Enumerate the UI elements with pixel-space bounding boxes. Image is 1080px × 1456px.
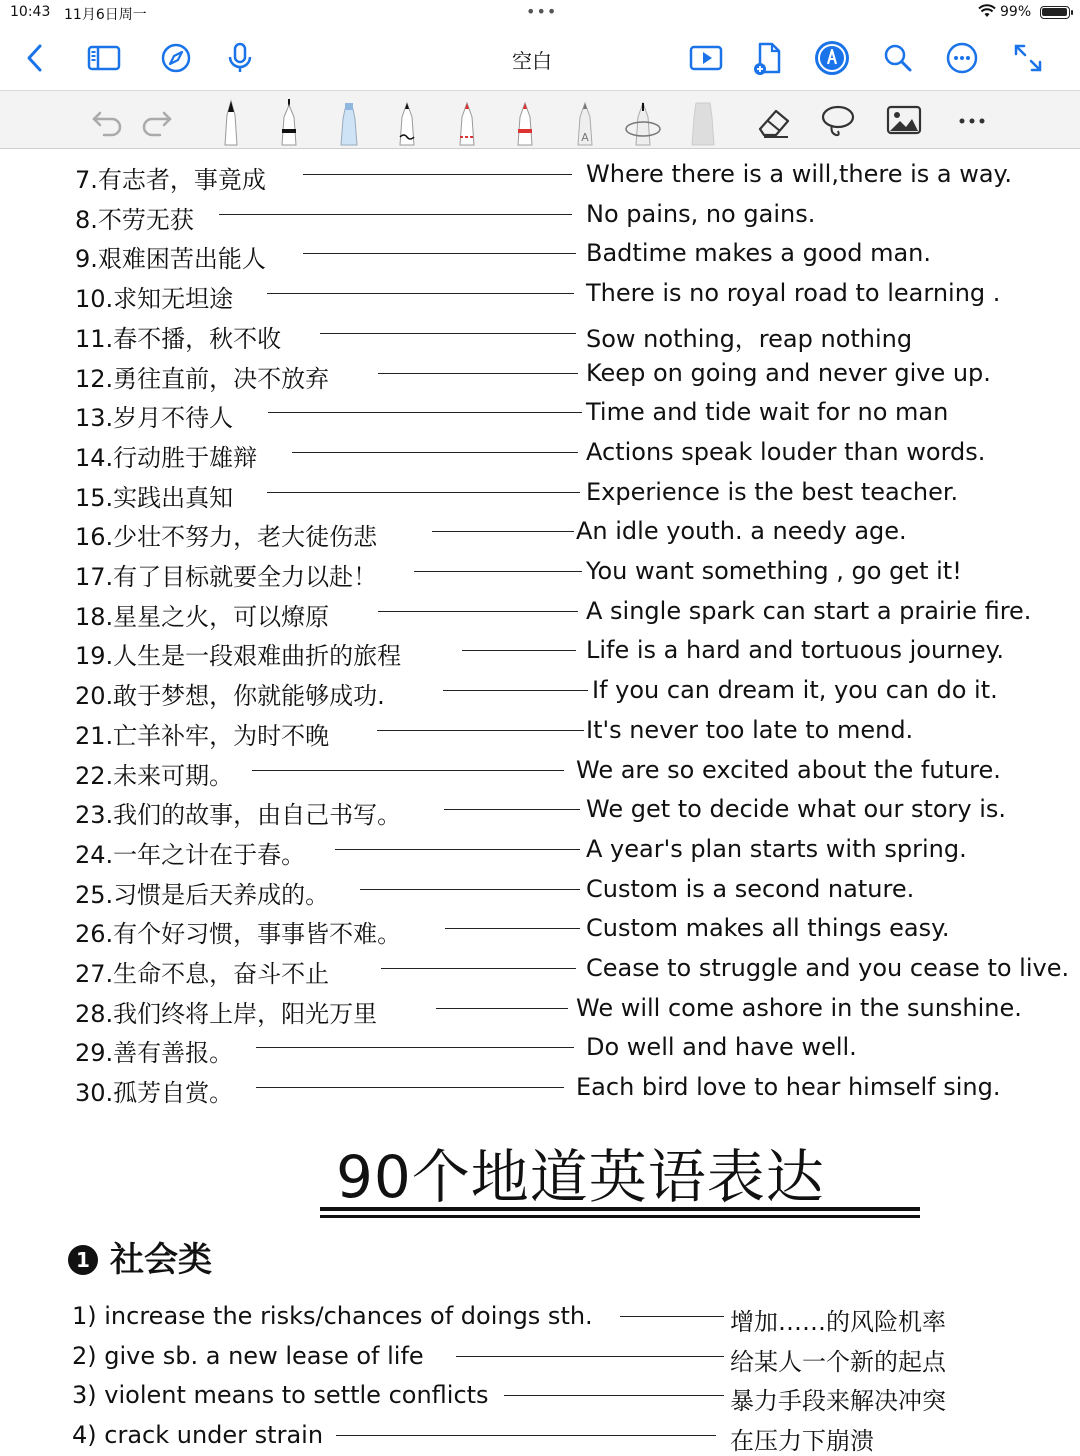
proverb-chinese: 30.孤芳自赏。 bbox=[75, 1079, 234, 1108]
add-page-icon[interactable] bbox=[750, 40, 786, 76]
proverb-row bbox=[0, 434, 1080, 472]
red-marker-icon[interactable] bbox=[512, 99, 538, 143]
proverb-chinese: 28.我们终将上岸，阳光万里 bbox=[75, 999, 378, 1028]
proverb-chinese: 27.生命不息，奋斗不止 bbox=[75, 960, 330, 988]
proverb-english: No pains, no gains. bbox=[586, 199, 816, 228]
proverb-chinese: 8.不劳无获 bbox=[75, 205, 194, 234]
page-heading: 90个地道英语表达 bbox=[336, 1143, 825, 1211]
text-tool-icon[interactable] bbox=[572, 99, 598, 143]
expression-chinese: 暴力手段来解决冲突 bbox=[730, 1387, 946, 1416]
proverb-english: Do well and have well. bbox=[586, 1033, 857, 1062]
proverb-row bbox=[0, 910, 1080, 948]
connector-line bbox=[378, 611, 578, 612]
connector-line bbox=[381, 968, 576, 969]
eraser-icon[interactable] bbox=[754, 99, 794, 143]
expression-chinese: 在压力下崩溃 bbox=[730, 1427, 874, 1456]
compass-icon[interactable] bbox=[158, 40, 194, 76]
connector-line bbox=[268, 412, 582, 413]
connector-line bbox=[256, 1047, 574, 1048]
connector-line bbox=[414, 571, 582, 572]
proverb-english: A single spark can start a prairie fire. bbox=[586, 596, 1032, 625]
proverb-english: Where there is a will,there is a way. bbox=[586, 160, 1012, 188]
connector-line bbox=[436, 1008, 568, 1009]
proverb-chinese: 10.求知无坦途 bbox=[75, 285, 234, 314]
shape-tool-icon[interactable] bbox=[688, 99, 718, 143]
proverb-english: Time and tide wait for no man bbox=[586, 398, 949, 427]
microphone-icon[interactable] bbox=[222, 40, 258, 76]
redo-icon[interactable] bbox=[140, 99, 174, 143]
expression-row bbox=[0, 1338, 1080, 1376]
svg-text:A: A bbox=[581, 131, 589, 144]
document-title: 空白 bbox=[512, 49, 552, 73]
fountain-pen-icon[interactable] bbox=[218, 99, 244, 143]
proverb-chinese: 17.有了目标就要全力以赴！ bbox=[75, 563, 378, 591]
connector-line bbox=[444, 809, 580, 810]
proverb-chinese: 29.善有善报。 bbox=[75, 1039, 234, 1068]
red-pen-icon[interactable] bbox=[454, 99, 480, 143]
section-heading bbox=[68, 1232, 212, 1281]
proverb-row bbox=[0, 275, 1080, 313]
connector-line bbox=[378, 373, 578, 374]
proverb-english: Each bird love to hear himself sing. bbox=[576, 1073, 1001, 1102]
proverb-chinese: 24.一年之计在于春。 bbox=[75, 840, 306, 869]
proverb-row bbox=[0, 871, 1080, 909]
proverb-english: We are so excited about the future. bbox=[576, 755, 1001, 784]
proverb-english: A year's plan starts with spring. bbox=[586, 834, 967, 863]
proverb-english: Custom is a second nature. bbox=[586, 874, 915, 903]
proverb-row bbox=[0, 1069, 1080, 1107]
proverb-row bbox=[0, 752, 1080, 790]
proverb-english: Custom makes all things easy. bbox=[586, 914, 950, 943]
connector-line bbox=[456, 1356, 724, 1357]
status-date: 11月6日周一 bbox=[64, 7, 147, 23]
proverb-chinese: 12.勇往直前，决不放弃 bbox=[75, 364, 330, 393]
expression-english: 3) violent means to settle conflicts bbox=[72, 1381, 489, 1410]
lasso-icon[interactable] bbox=[818, 99, 858, 143]
undo-icon[interactable] bbox=[90, 99, 124, 143]
connector-line bbox=[377, 730, 584, 731]
proverb-row bbox=[0, 672, 1080, 710]
proverb-row bbox=[0, 990, 1080, 1028]
proverb-chinese: 16.少壮不努力，老大徒伤悲 bbox=[75, 523, 378, 552]
heading-underline bbox=[320, 1207, 920, 1211]
connector-line bbox=[335, 849, 580, 850]
expression-row bbox=[0, 1417, 1080, 1455]
battery-percent: 99% bbox=[1000, 4, 1032, 20]
connector-line bbox=[303, 253, 576, 254]
proverb-english: There is no royal road to learning . bbox=[586, 279, 1001, 308]
battery-icon bbox=[1040, 6, 1070, 19]
proverb-row bbox=[0, 513, 1080, 551]
connector-line bbox=[445, 928, 580, 929]
proverb-chinese: 25.习惯是后天养成的。 bbox=[75, 880, 330, 909]
proverb-row bbox=[0, 950, 1080, 988]
section-number-badge: 1 bbox=[68, 1245, 98, 1275]
proverb-english: Actions speak louder than words. bbox=[586, 437, 986, 466]
connector-line bbox=[256, 1087, 564, 1088]
proverb-chinese: 21.亡羊补牢，为时不晚 bbox=[75, 721, 330, 750]
status-time: 10:43 bbox=[10, 4, 51, 20]
wifi-icon bbox=[978, 4, 996, 22]
connector-line bbox=[620, 1316, 724, 1317]
drawing-toolbar bbox=[0, 90, 1080, 149]
ballpoint-pen-icon[interactable] bbox=[276, 99, 302, 143]
expression-chinese: 给某人一个新的起点 bbox=[730, 1347, 946, 1376]
expression-chinese: 增加……的风险机率 bbox=[730, 1308, 946, 1336]
proverb-row bbox=[0, 593, 1080, 631]
proverb-row bbox=[0, 632, 1080, 670]
proverb-row bbox=[0, 156, 1080, 194]
proverb-english: Cease to struggle and you cease to live. bbox=[586, 954, 1070, 982]
connector-line bbox=[336, 1435, 716, 1436]
more-options-icon[interactable] bbox=[944, 40, 980, 76]
proverb-row bbox=[0, 712, 1080, 750]
proverb-english: If you can dream it, you can do it. bbox=[592, 676, 998, 705]
expression-english: 1) increase the risks/chances of doings sth. bbox=[72, 1302, 593, 1330]
connector-line bbox=[267, 293, 574, 294]
proverb-english: Keep on going and never give up. bbox=[586, 358, 991, 387]
proverb-chinese: 11.春不播，秋不收 bbox=[75, 324, 282, 353]
navigation-bar bbox=[0, 26, 1080, 90]
sidebar-icon[interactable] bbox=[86, 40, 122, 76]
proverb-chinese: 13.岁月不待人 bbox=[75, 404, 234, 433]
proverb-row bbox=[0, 1029, 1080, 1067]
connector-line bbox=[462, 650, 576, 651]
proverb-row bbox=[0, 394, 1080, 432]
image-icon[interactable] bbox=[884, 99, 924, 143]
back-chevron-icon[interactable] bbox=[18, 40, 54, 76]
expression-row bbox=[0, 1298, 1080, 1336]
lasso-pen-icon[interactable] bbox=[624, 99, 662, 143]
proverb-row bbox=[0, 235, 1080, 273]
pencil-icon[interactable] bbox=[394, 99, 420, 143]
connector-line bbox=[303, 174, 572, 175]
connector-line bbox=[320, 333, 576, 334]
proverb-chinese: 19.人生是一段艰难曲折的旅程 bbox=[75, 642, 402, 671]
proverb-english: Life is a hard and tortuous journey. bbox=[586, 636, 1005, 665]
search-icon[interactable] bbox=[880, 40, 916, 76]
multitask-dots[interactable]: ••• bbox=[526, 2, 558, 21]
connector-line bbox=[252, 770, 564, 771]
expression-english: 2) give sb. a new lease of life bbox=[72, 1341, 424, 1370]
connector-line bbox=[292, 452, 578, 453]
toolbar-more-icon[interactable] bbox=[954, 99, 994, 143]
heading-underline-second bbox=[320, 1215, 920, 1218]
proverb-chinese: 9.艰难困苦出能人 bbox=[75, 245, 266, 274]
connector-line bbox=[267, 492, 580, 493]
proverb-english: We will come ashore in the sunshine. bbox=[576, 993, 1022, 1022]
proverb-english: Badtime makes a good man. bbox=[586, 239, 932, 268]
expression-english: 4) crack under strain bbox=[72, 1421, 324, 1450]
proverb-chinese: 23.我们的故事，由自己书写。 bbox=[75, 801, 402, 830]
connector-line bbox=[219, 214, 572, 215]
connector-line bbox=[443, 690, 588, 691]
connector-line bbox=[504, 1395, 724, 1396]
highlighter-icon[interactable] bbox=[336, 99, 362, 143]
note-page[interactable] bbox=[0, 148, 1080, 1456]
expand-icon[interactable] bbox=[1010, 40, 1046, 76]
proverb-row bbox=[0, 831, 1080, 869]
proverb-english: You want something , go get it! bbox=[586, 557, 962, 585]
connector-line bbox=[432, 531, 574, 532]
proverb-row bbox=[0, 196, 1080, 234]
proverb-chinese: 18.星星之火，可以燎原 bbox=[75, 602, 330, 631]
proverb-row bbox=[0, 553, 1080, 591]
pen-mode-icon[interactable] bbox=[814, 40, 850, 76]
presentation-play-icon[interactable] bbox=[688, 40, 724, 76]
proverb-chinese: 26.有个好习惯，事事皆不难。 bbox=[75, 920, 402, 949]
proverb-english: It's never too late to mend. bbox=[586, 715, 914, 744]
proverb-row bbox=[0, 315, 1080, 353]
proverb-row bbox=[0, 355, 1080, 393]
proverb-chinese: 20.敢于梦想，你就能够成功. bbox=[75, 682, 385, 711]
section-label: 社会类 bbox=[110, 1240, 212, 1280]
proverb-chinese: 14.行动胜于雄辩 bbox=[75, 443, 258, 472]
connector-line bbox=[360, 889, 580, 890]
proverb-english: An idle youth. a needy age. bbox=[576, 517, 907, 546]
proverb-chinese: 22.未来可期。 bbox=[75, 761, 234, 790]
expression-row bbox=[0, 1377, 1080, 1415]
proverb-chinese: 7.有志者，事竟成 bbox=[75, 166, 266, 194]
proverb-english: We get to decide what our story is. bbox=[586, 795, 1007, 824]
proverb-row bbox=[0, 474, 1080, 512]
proverb-english: Experience is the best teacher. bbox=[586, 477, 959, 506]
proverb-english: Sow nothing，reap nothing bbox=[586, 324, 913, 353]
proverb-chinese: 15.实践出真知 bbox=[75, 483, 234, 512]
proverb-row bbox=[0, 791, 1080, 829]
status-bar bbox=[0, 0, 1080, 26]
